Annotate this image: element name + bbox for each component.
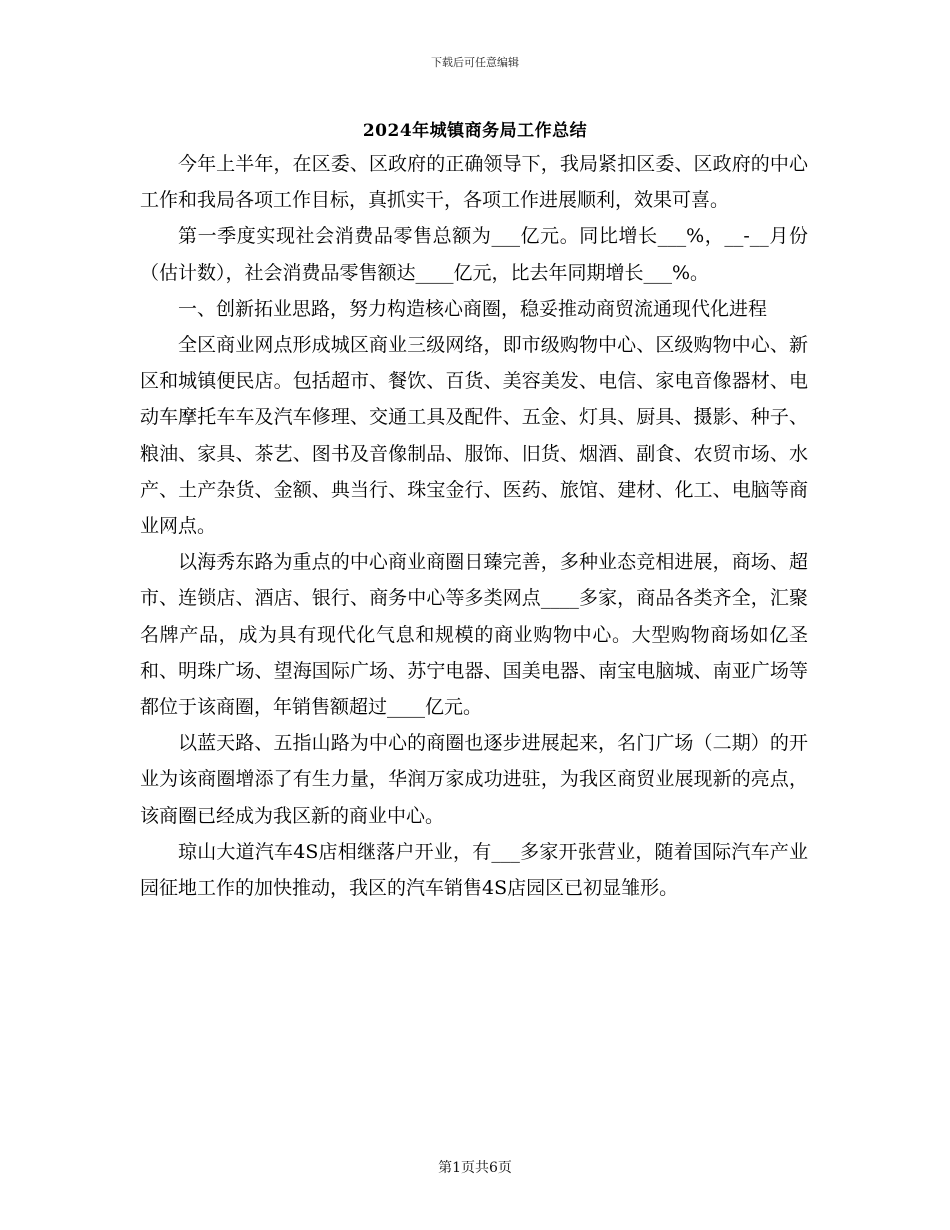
paragraph-q1-sales: 第一季度实现社会消费品零售总额为___亿元。同比增长___%，__-__月份（估计数），社会消费品零售额达____亿元，比去年同期增长___%。 [140, 225, 808, 284]
paragraph-auto-4s: 琼山大道汽车4S店相继落户开业，有___多家开张营业，随着国际汽车产业园征地工作的加快推动，我区的汽车销售4S店园区已初显雏形。 [140, 840, 808, 900]
document-body [140, 146, 808, 906]
document-title: 2024年城镇商务局工作总结 [362, 121, 588, 141]
paragraph-network: 全区商业网点形成城区商业三级网络，即市级购物中心、区级购物中心、新区和城镇便民店。包括超市、餐饮、百货、美容美发、电信、家电音像器材、电动车摩托车车及汽车修理、交通工具及配件、五金、灯具、厨具、摄影、种子、粮油、家具、茶艺、图书及音像制品、服饰、旧货、烟酒、副食、农贸市场、水产、土产杂货、金额、典当行、珠宝金行、医药、旅馆、建材、化工、电脑等商业网点。 [140, 334, 808, 538]
paragraph-haixiu-district: 以海秀东路为重点的中心商业商圈日臻完善，多种业态竞相进展，商场、超市、连锁店、酒店、银行、商务中心等多类网点____多家，商品各类齐全，汇聚名牌产品，成为具有现代化气息和规模的商业购物中心。大型购物商场如亿圣和、明珠广场、望海国际广场、苏宁电器、国美电器、南宝电脑城、南亚广场等都位于该商圈，年销售额超过____亿元。 [140, 551, 808, 719]
section-heading-1: 一、创新拓业思路，努力构造核心商圈，稳妥推动商贸流通现代化进程 [178, 297, 768, 320]
paragraph-lantian-district: 以蓝天路、五指山路为中心的商圈也逐步进展起来，名门广场（二期）的开业为该商圈增添了有生力量，华润万家成功进驻，为我区商贸业展现新的亮点，该商圈已经成为我区新的商业中心。 [140, 732, 808, 827]
paragraph-intro: 今年上半年，在区委、区政府的正确领导下，我局紧扣区委、区政府的中心工作和我局各项工作目标，真抓实干，各项工作进展顺利，效果可喜。 [140, 153, 808, 212]
header-note: 下载后可任意编辑 [431, 56, 519, 69]
page-number: 第1页共6页 [438, 1160, 512, 1176]
